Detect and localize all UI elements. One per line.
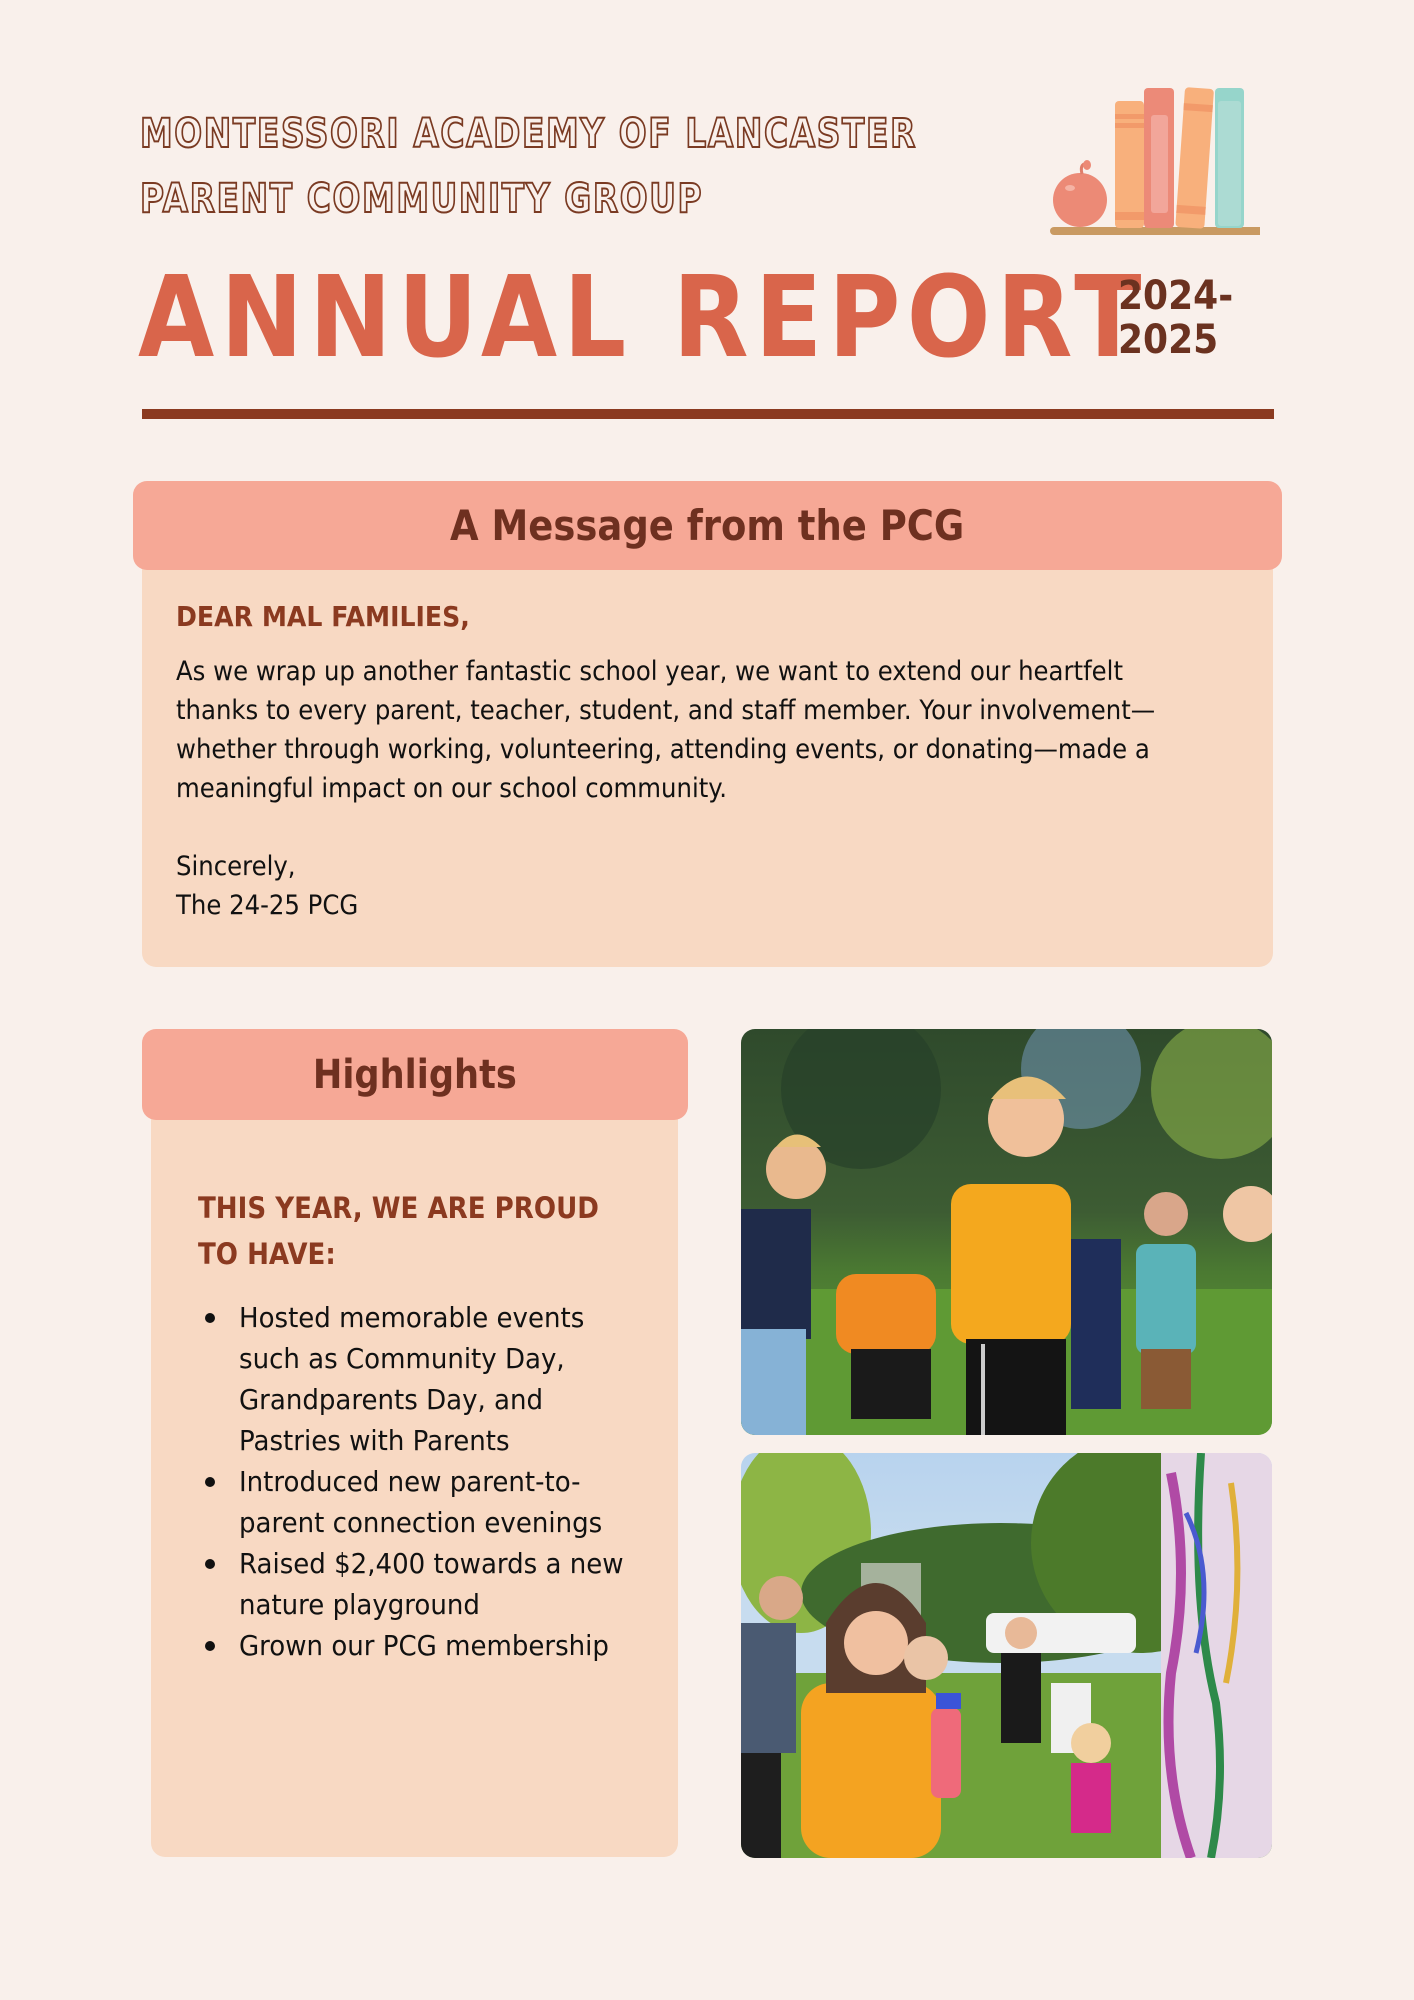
message-closing: Sincerely, <box>176 851 296 882</box>
list-item: Introduced new parent-to-parent connection evenings <box>200 1461 630 1543</box>
highlights-heading: Highlights <box>313 1051 517 1098</box>
org-subtitle: PARENT COMMUNITY GROUP <box>140 176 704 222</box>
highlights-intro: THIS YEAR, WE ARE PROUD TO HAVE: <box>198 1191 599 1271</box>
org-name: MONTESSORI ACADEMY OF LANCASTER <box>140 111 917 157</box>
year-start: 2024- <box>1118 273 1234 319</box>
list-item: Grown our PCG membership <box>200 1625 630 1666</box>
message-salutation: DEAR MAL FAMILIES, <box>176 600 470 633</box>
year-end: 2025 <box>1118 317 1219 363</box>
highlights-list <box>200 1297 630 1666</box>
message-body: As we wrap up another fantastic school year, we want to extend our heartfelt thanks to every parent, teacher, student, and staff member. Your involvement—whether through working, volunteering, attending events, or donating—made a meaningful impact on our school community. <box>176 656 1156 804</box>
photo-children-cheering <box>741 1029 1272 1435</box>
books-and-apple-icon <box>1020 70 1260 245</box>
highlights-section-header <box>142 1029 688 1120</box>
page-title: ANNUAL REPORT <box>138 253 1148 383</box>
list-item: Raised $2,400 towards a new nature playground <box>200 1543 630 1625</box>
message-section-header <box>133 481 1282 570</box>
message-signature: The 24-25 PCG <box>176 890 359 921</box>
title-divider <box>142 409 1274 419</box>
message-heading: A Message from the PCG <box>450 501 965 550</box>
list-item: Hosted memorable events such as Community Day, Grandparents Day, and Pastries with Parents <box>200 1297 630 1461</box>
message-signoff <box>176 847 358 925</box>
photo-children-painting <box>741 1453 1272 1858</box>
report-year <box>1118 274 1233 362</box>
